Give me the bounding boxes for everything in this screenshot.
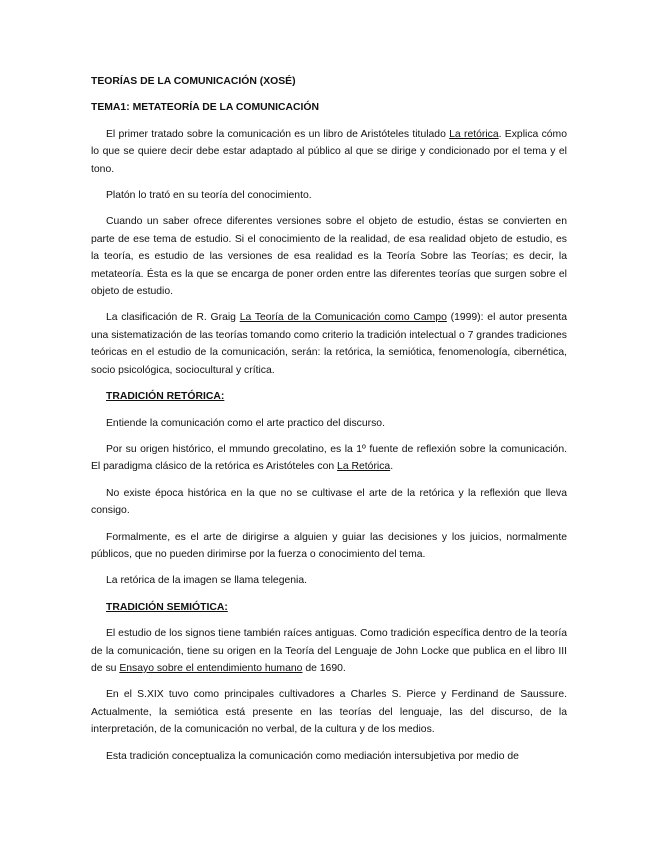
text: .: [390, 461, 394, 473]
paragraph-semiotica-sxix: En el S.XIX tuvo como principales cultivadores a Charles S. Pierce y Ferdinand de Saussure. Actualmente, la semiótica está presente en las teorías del lenguaje, las del discurso, de la interpretación, de la comunicación no verbal, de la cultura y de los medios.: [91, 689, 567, 736]
paragraph-semiotica-mediacion: Esta tradición conceptualiza la comunicación como mediación intersubjetiva por medio de: [106, 750, 519, 762]
paragraph-telegenia: La retórica de la imagen se llama telegenia.: [106, 575, 308, 587]
document-title: TEORÍAS DE LA COMUNICACIÓN (XOSÉ): [91, 76, 296, 87]
text: La clasificación de R. Graig: [106, 312, 240, 324]
text: Por su origen histórico, el mmundo grecolatino, es la 1º fuente de reflexión sobre la comunicación. El paradigma clásico de la retórica es Aristóteles con: [91, 443, 567, 473]
topic-title: TEMA1: METATEORÍA DE LA COMUNICACIÓN: [91, 102, 320, 114]
text: . Explica cómo lo que se quiere decir debe estar adaptado al público al que se dirige y condicionado por el tema y el tono.: [91, 128, 567, 175]
book-title-la-retorica: La retórica: [449, 128, 499, 140]
paragraph-aristoteles: [91, 126, 567, 178]
paragraph-metateoria: Cuando un saber ofrece diferentes versiones sobre el objeto de estudio, éstas se convierten en parte de ese tema de estudio. Si el conocimiento de la realidad, de esa realidad objeto de estudio, es la teoría, es estudio de las versiones de esa realidad es la Teoría Sobre las Teorías; es decir, la metateoría. Ésta es la que se encarga de poner orden entre las diferentes teorías que surgen sobre el objeto de estudio.: [91, 216, 567, 298]
text: (1999): el autor presenta una sistematización de las teorías tomando como criterio la tradición intelectual o 7 grandes tradiciones teóricas en el estudio de la comunicación, serán: la retórica, la semiótica, fenomenología, cibernética, socio psicológica, sociocultural y crítica.: [91, 312, 567, 376]
paragraph-retorica-def: Entiende la comunicación como el arte practico del discurso.: [106, 417, 385, 429]
paragraph-retorica-origen: [91, 441, 567, 476]
text: El primer tratado sobre la comunicación es un libro de Aristóteles titulado: [106, 128, 450, 140]
text: El estudio de los signos tiene también raíces antiguas. Como tradición específica dentro de la teoría de la comunicación, tiene su origen en la Teoría del Lenguaje de John Locke que publica en el libro III de su: [91, 628, 567, 674]
paragraph-retorica-epoca: No existe época histórica en la que no se cultivase el arte de la retórica y la reflexión que lleva consigo.: [91, 487, 567, 517]
section-heading-semiotica: TRADICIÓN SEMIÓTICA:: [106, 601, 228, 613]
paragraph-platon: Platón lo trató en su teoría del conocimiento.: [106, 190, 312, 202]
paragraph-retorica-formal: Formalmente, es el arte de dirigirse a alguien y guiar las decisiones y los juicios, normalmente públicos, que no pueden dirimirse por la fuerza o conocimiento del tema.: [91, 531, 567, 560]
section-heading-retorica: TRADICIÓN RETÓRICA:: [106, 391, 225, 403]
book-title-graig: La Teoría de la Comunicación como Campo: [239, 312, 447, 324]
book-title-locke: Ensayo sobre el entendimiento humano: [119, 662, 303, 674]
paragraph-graig: [91, 309, 567, 379]
text: de 1690.: [302, 662, 346, 674]
book-title-la-retorica-2: La Retórica: [337, 461, 391, 473]
paragraph-semiotica-origen: [91, 625, 567, 677]
